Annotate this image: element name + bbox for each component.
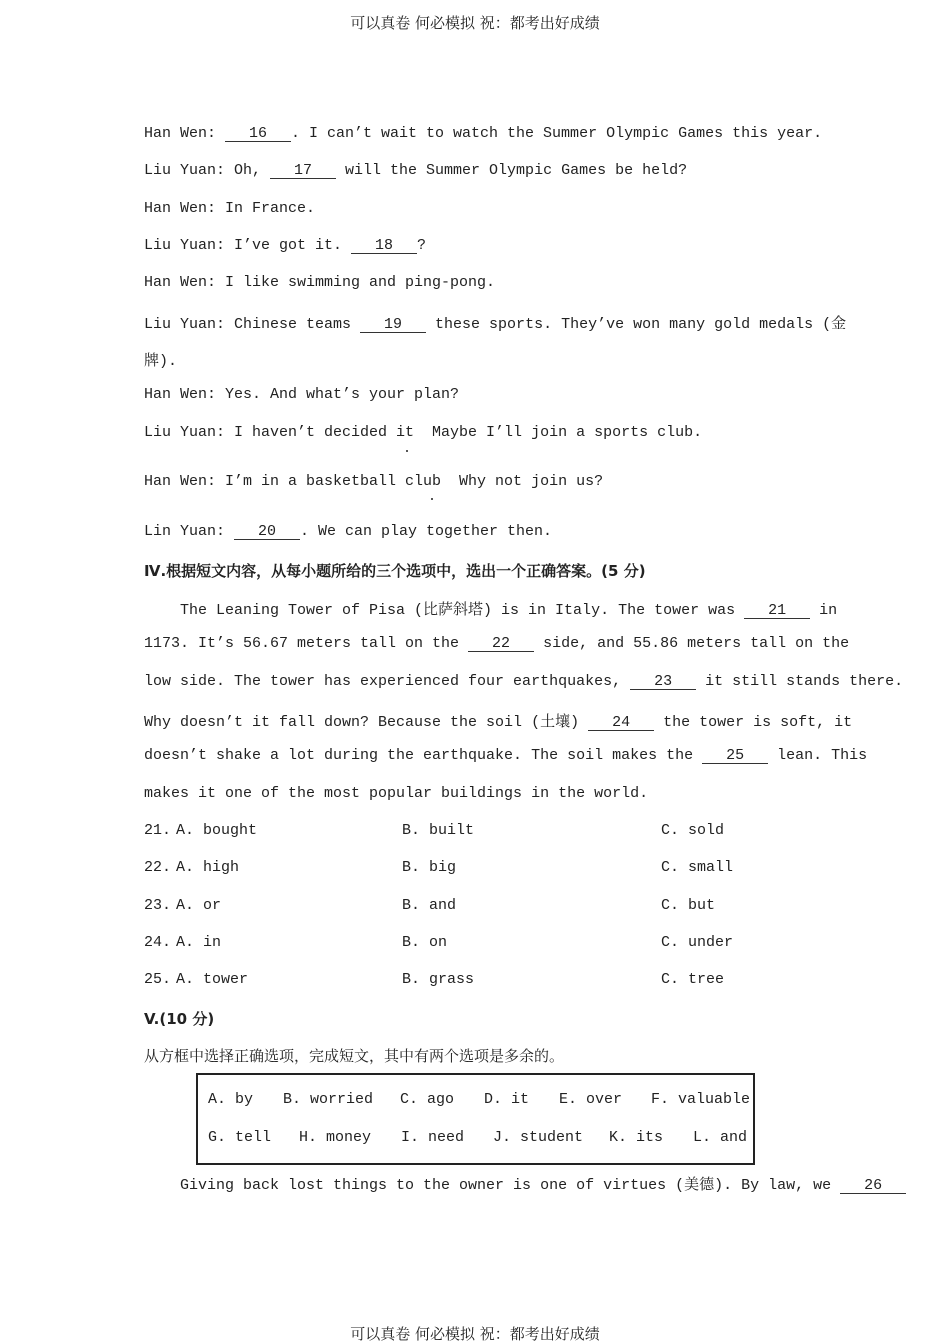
dialogue-text: Liu Yuan: Oh, <box>144 162 271 179</box>
word-bank-option: L. and <box>693 1129 748 1146</box>
dialogue-text: Liu Yuan: I’ve got it. <box>144 237 352 254</box>
section-5-instruction: 从方框中选择正确选项，完成短文，其中有两个选项是多余的。 <box>144 1047 565 1065</box>
dialogue-text: Han Wen: I like swimming and ping-pong. <box>144 274 496 291</box>
option-c[interactable]: C. small <box>661 859 734 876</box>
blank-17: 17 <box>270 163 336 179</box>
option-c[interactable]: C. sold <box>661 822 725 839</box>
passage-line <box>144 673 903 690</box>
blank-25: 25 <box>702 748 768 764</box>
question-number: 25. <box>144 971 172 988</box>
word-bank-option: J. student <box>493 1129 584 1146</box>
passage-text: makes it one of the most popular buildings in the world. <box>144 785 649 802</box>
word-bank-option: H. money <box>299 1129 372 1146</box>
page-footer: 可以真卷 何必模拟 祝：都考出好成绩 <box>350 1325 600 1343</box>
option-b[interactable]: B. big <box>402 859 457 876</box>
dialogue-text: Lin Yuan: <box>144 523 235 540</box>
passage-text-after: side, and 55.86 meters tall on the <box>534 635 850 652</box>
option-a[interactable]: A. high <box>176 859 240 876</box>
page-header: 可以真卷 何必模拟 祝：都考出好成绩 <box>350 14 600 32</box>
passage-line <box>144 747 867 764</box>
blank-26: 26 <box>840 1178 906 1194</box>
passage-text: The Leaning Tower of Pisa (比萨斜塔) is in Italy. The tower was <box>144 602 745 619</box>
blank-20: 20 <box>234 524 300 540</box>
passage-line <box>144 598 837 619</box>
passage-text-after: lean. This <box>768 747 868 764</box>
word-bank-option: G. tell <box>208 1129 272 1146</box>
word-bank-option: K. its <box>609 1129 664 1146</box>
blank-18: 18 <box>351 238 417 254</box>
dialogue-text: Han Wen: <box>144 125 226 142</box>
word-bank-option: I. need <box>401 1129 465 1146</box>
dialogue-text-after: . We can play together then. <box>300 523 553 540</box>
passage-text: low side. The tower has experienced four earthquakes, <box>144 673 631 690</box>
dialogue-line <box>144 125 822 142</box>
dialogue-text: Han Wen: I’m in a basketball club Why not join us? <box>144 473 604 490</box>
passage-line <box>144 785 648 802</box>
dialogue-line <box>144 523 552 540</box>
dialogue-text: Liu Yuan: Chinese teams <box>144 316 361 333</box>
option-a[interactable]: A. in <box>176 934 222 951</box>
dialogue-line <box>144 424 702 441</box>
blank-23: 23 <box>630 674 696 690</box>
blank-16: 16 <box>225 126 291 142</box>
dialogue-line <box>144 312 846 333</box>
section-5-passage-line <box>144 1173 906 1194</box>
passage-text-after: in <box>810 602 838 619</box>
question-number: 24. <box>144 934 172 951</box>
dialogue-line <box>144 473 603 490</box>
passage-line <box>144 635 849 652</box>
dialogue-line <box>144 200 315 217</box>
passage-text: doesn’t shake a lot during the earthquake. The soil makes the <box>144 747 703 764</box>
question-number: 21. <box>144 822 172 839</box>
dialogue-line <box>144 349 177 370</box>
question-number: 22. <box>144 859 172 876</box>
dialogue-text: Han Wen: In France. <box>144 200 316 217</box>
dialogue-text-after: will the Summer Olympic Games be held? <box>336 162 688 179</box>
dialogue-text: Liu Yuan: I haven’t decided it Maybe I’ll join a sports club. <box>144 424 703 441</box>
passage-text: Why doesn’t it fall down? Because the soil (土壤) <box>144 714 589 731</box>
word-bank-option: F. valuable <box>651 1091 751 1108</box>
section-4-heading: Ⅳ.根据短文内容，从每小题所给的三个选项中，选出一个正确答案。(5 分) <box>144 562 646 580</box>
word-bank-option: D. it <box>484 1091 530 1108</box>
emphasis-dot <box>431 498 433 500</box>
passage-text-after: it still stands there. <box>696 673 904 690</box>
option-c[interactable]: C. tree <box>661 971 725 988</box>
option-a[interactable]: A. bought <box>176 822 258 839</box>
dialogue-text: 牌). <box>144 353 178 370</box>
passage-text-after: the tower is soft, it <box>654 714 853 731</box>
option-b[interactable]: B. grass <box>402 971 475 988</box>
dialogue-line <box>144 386 459 403</box>
option-c[interactable]: C. under <box>661 934 734 951</box>
word-bank-option: B. worried <box>283 1091 374 1108</box>
passage-line <box>144 710 852 731</box>
passage-text: 1173. It’s 56.67 meters tall on the <box>144 635 469 652</box>
dialogue-text: Han Wen: Yes. And what’s your plan? <box>144 386 460 403</box>
option-a[interactable]: A. tower <box>176 971 249 988</box>
dialogue-line <box>144 274 495 291</box>
question-number: 23. <box>144 897 172 914</box>
word-bank-box <box>196 1073 755 1165</box>
blank-24: 24 <box>588 715 654 731</box>
option-c[interactable]: C. but <box>661 897 716 914</box>
blank-22: 22 <box>468 636 534 652</box>
dialogue-text-after: . I can’t wait to watch the Summer Olympic Games this year. <box>291 125 823 142</box>
word-bank-option: C. ago <box>400 1091 455 1108</box>
word-bank-option: E. over <box>559 1091 623 1108</box>
passage-text: Giving back lost things to the owner is one of virtues (美德). By law, we <box>144 1177 841 1194</box>
section-5-heading: V.(10 分) <box>144 1010 215 1028</box>
dialogue-text-after: these sports. They’ve won many gold medals (金 <box>426 316 847 333</box>
option-b[interactable]: B. and <box>402 897 457 914</box>
word-bank-option: A. by <box>208 1091 254 1108</box>
dialogue-line <box>144 237 426 254</box>
blank-21: 21 <box>744 603 810 619</box>
option-b[interactable]: B. built <box>402 822 475 839</box>
blank-19: 19 <box>360 317 426 333</box>
dialogue-line <box>144 162 687 179</box>
option-b[interactable]: B. on <box>402 934 448 951</box>
option-a[interactable]: A. or <box>176 897 222 914</box>
dialogue-text-after: ? <box>417 237 427 254</box>
emphasis-dot <box>406 450 408 452</box>
